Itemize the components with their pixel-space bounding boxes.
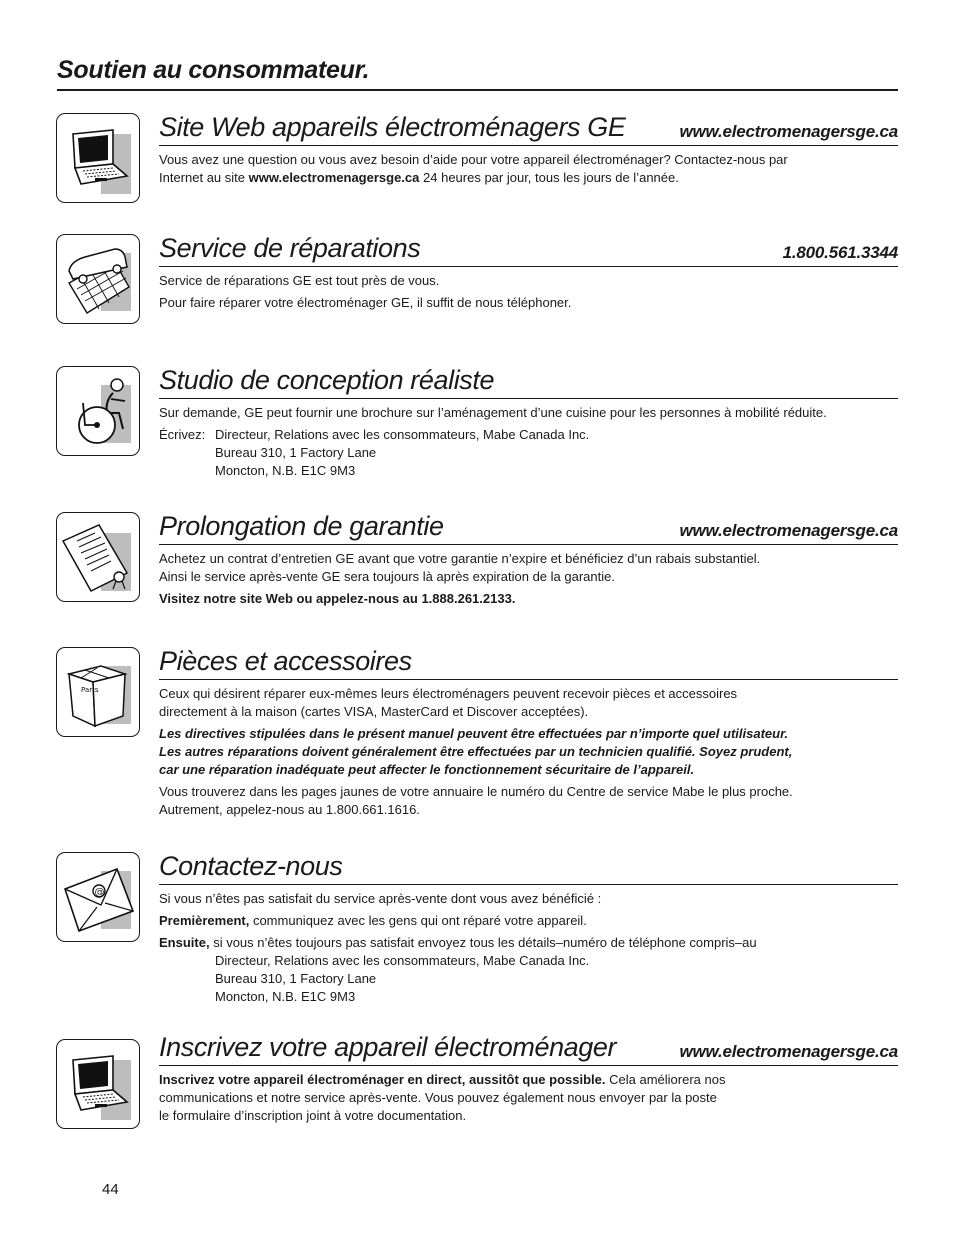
call-to-action: Visitez notre site Web ou appelez-nous au 1.888.261.2133. — [159, 591, 516, 606]
body-text: le formulaire d’inscription joint à votre documentation. — [159, 1108, 467, 1123]
section-heading: Service de réparations — [159, 233, 421, 263]
parts-box-icon — [56, 647, 140, 737]
body-text: Internet au site — [159, 170, 245, 185]
page-title: Soutien au consommateur. — [57, 56, 370, 84]
address-line: Directeur, Relations avec les consommateurs, Mabe Canada Inc. — [215, 427, 590, 442]
svg-text:@: @ — [94, 887, 105, 898]
body-text: Si vous n’êtes pas satisfait du service après-vente dont vous avez bénéficié : — [159, 891, 602, 906]
body-text: Achetez un contrat d’entretien GE avant que votre garantie n’expire et bénéficiez d’un rabais substantiel. — [159, 551, 761, 566]
section-heading: Prolongation de garantie — [159, 511, 444, 541]
body-text: Ceux qui désirent réparer eux-mêmes leurs électroménagers peuvent recevoir pièces et accessoires — [159, 686, 738, 701]
mailing-address — [159, 952, 898, 1006]
body-text: communications et notre service après-vente. Vous pouvez également nous envoyer par la poste — [159, 1090, 717, 1105]
box-label: Parts — [81, 686, 99, 694]
website-link[interactable]: www.electromenagersge.ca — [679, 1042, 898, 1061]
website-link[interactable]: www.electromenagersge.ca — [679, 521, 898, 540]
body-text: Autrement, appelez-nous au 1.800.661.1616. — [159, 802, 420, 817]
warning-line: Les directives stipulées dans le présent manuel peuvent être effectuées par n’importe quel utilisateur. — [159, 726, 789, 741]
mailing-address — [159, 426, 898, 480]
body-text: Sur demande, GE peut fournir une brochure sur l’aménagement d’une cuisine pour les personnes à mobilité réduite. — [159, 405, 827, 420]
warning-line: car une réparation inadéquate peut affecter le fonctionnement sécuritaire de l’appareil. — [159, 762, 695, 777]
section-heading: Studio de conception réaliste — [159, 365, 495, 395]
body-text: 24 heures par jour, tous les jours de l’année. — [423, 170, 679, 185]
body-text: Ainsi le service après-vente GE sera toujours là après expiration de la garantie. — [159, 569, 615, 584]
body-text: Service de réparations GE est tout près de vous. — [159, 273, 440, 288]
address-line: Moncton, N.B. E1C 9M3 — [215, 463, 356, 478]
address-line: Bureau 310, 1 Factory Lane — [215, 445, 377, 460]
body-text: Vous avez une question ou vous avez besoin d’aide pour votre appareil électroménager? Contactez-nous par — [159, 152, 788, 167]
body-text-bold: Inscrivez votre appareil électroménager en direct, aussitôt que possible. — [159, 1072, 606, 1087]
body-text: Cela améliorera nos — [609, 1072, 726, 1087]
safety-warning — [159, 725, 898, 779]
address-line: Moncton, N.B. E1C 9M3 — [215, 989, 356, 1004]
laptop-icon — [56, 113, 140, 203]
section-heading: Contactez-nous — [159, 851, 343, 881]
step-label: Ensuite, — [159, 935, 210, 950]
laptop-icon — [56, 1039, 140, 1129]
body-text: directement à la maison (cartes VISA, MasterCard et Discover acceptées). — [159, 704, 589, 719]
step-label: Premièrement, — [159, 913, 250, 928]
email-envelope-icon — [56, 852, 140, 942]
warning-line: Les autres réparations doivent généralement être effectuées par un technicien qualifié. Soyez prudent, — [159, 744, 793, 759]
body-text: Pour faire réparer votre électroménager GE, il suffit de nous téléphoner. — [159, 295, 572, 310]
address-line: Bureau 310, 1 Factory Lane — [215, 971, 377, 986]
body-text: Vous trouverez dans les pages jaunes de votre annuaire le numéro du Centre de service Mabe le plus proche. — [159, 784, 793, 799]
body-text: communiquez avec les gens qui ont réparé votre appareil. — [252, 913, 587, 928]
section-heading: Site Web appareils électroménagers GE — [159, 112, 626, 142]
service-van-calendar-icon — [56, 234, 140, 324]
phone-number[interactable]: 1.800.561.3344 — [782, 243, 898, 262]
page-number: 44 — [102, 1181, 119, 1198]
title-divider — [57, 89, 898, 91]
address-label: Écrivez: — [159, 427, 206, 442]
certificate-icon — [56, 512, 140, 602]
website-link[interactable]: www.electromenagersge.ca — [679, 122, 898, 141]
address-line: Directeur, Relations avec les consommateurs, Mabe Canada Inc. — [215, 953, 590, 968]
section-heading: Pièces et accessoires — [159, 646, 412, 676]
section-heading: Inscrivez votre appareil électroménager — [159, 1032, 617, 1062]
body-text: si vous n’êtes toujours pas satisfait envoyez tous les détails–numéro de téléphone compris–au — [213, 935, 757, 950]
website-link[interactable]: www.electromenagersge.ca — [248, 170, 420, 185]
wheelchair-icon — [56, 366, 140, 456]
